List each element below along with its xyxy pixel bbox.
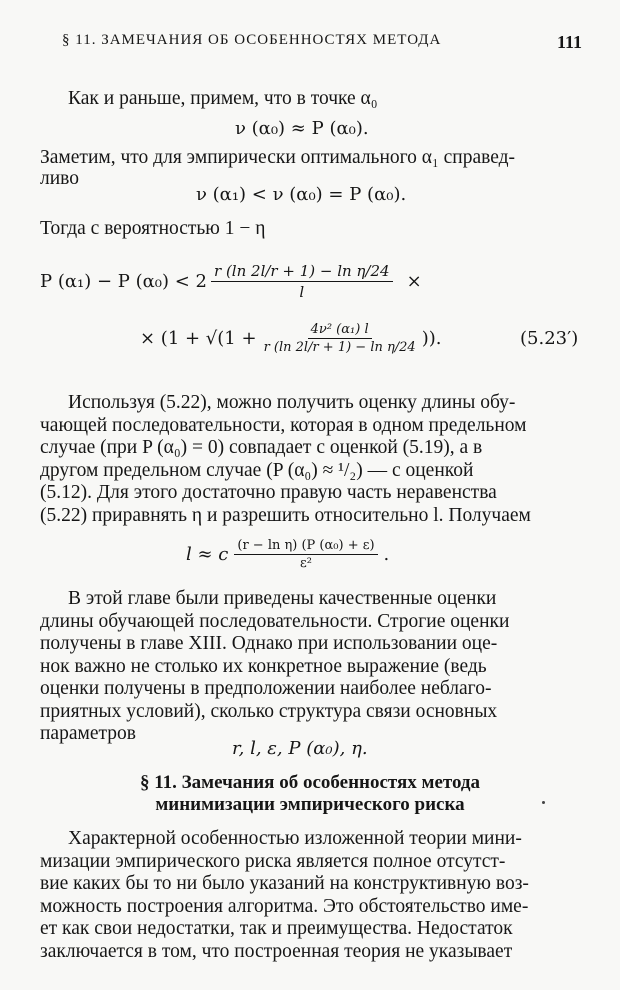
text-line: чающей последовательности, которая в одном предельном [40,414,527,436]
section-heading-line-2: минимизации эмпирического риска [155,794,465,815]
parameters-equation: r, l, ε, P (α₀), η. [232,738,368,759]
times-sign: × [406,271,422,292]
text-line: Как и раньше, примем, что в точке α₀ [68,88,378,109]
ineq-close: )). [421,328,442,349]
equation-3 [186,538,389,571]
eq3-numerator: (r − ln η) (P (α₀) + ε) [234,538,377,555]
text-line: заключается в том, что построенная теория не указывает [40,940,513,962]
text-line: ливо [40,168,79,189]
inequality-line-2 [140,322,441,355]
text-line: оценки получены в предположении наиболее неблаго- [40,678,492,699]
text-line: можность построения алгоритма. Это обстоятельство име- [40,895,529,917]
text-line: случае (при P (α₀) = 0) совпадает с оценкой (5.19), а в [40,437,483,458]
text-line [40,392,582,415]
text-line [40,147,582,170]
ineq-prefix: × (1 + √(1 + [140,328,257,349]
text-line: В этой главе были приведены качественные оценки [68,588,497,609]
text-line: вие каких бы то ни было указаний на конструктивную воз- [40,873,529,894]
text-span: Используя (5.22), можно получить оценку длины обу- [68,392,516,413]
text-line: параметров [40,723,136,744]
text-line: Характерной особенностью изложенной теории мини- [68,828,522,849]
ineq-numerator: r (ln 2l/r + 1) − ln η/24 [211,262,393,282]
text-line: ет как свои недостатки, так и преимущества. Недостаток [40,918,513,939]
eq3-lhs: l ≈ c [186,544,229,565]
paragraph-4 [40,828,582,963]
header-title: § 11. ЗАМЕЧАНИЯ ОБ ОСОБЕННОСТЯХ МЕТОДА [62,32,442,48]
equation-label: (5.23′) [520,328,579,349]
paragraph-2 [40,392,582,527]
text-line: другом предельном случае (P (α₀) ≈ ¹/₂) — с оценкой [40,459,474,481]
ineq-fraction [211,262,393,301]
eq3-end: . [383,544,390,565]
inner-fraction [261,322,419,355]
text-line: (5.12). Для этого достаточно правую часть неравенства [40,482,497,503]
equation-2: ν (α₁) < ν (α₀) = P (α₀). [196,184,407,205]
text-line: длины обучающей последовательности. Строгие оценки [40,610,510,632]
stray-dot [542,801,545,804]
inequality-line-1 [40,262,422,301]
text-line: Тогда с вероятностью 1 − η [40,218,266,239]
eq3-denominator: ε² [299,556,312,571]
equation-1: ν (α₀) ≈ P (α₀). [235,118,369,139]
text-line: нок важно не столько их конкретное выражение (ведь [40,655,487,677]
text-line: (5.22) приравнять η и разрешить относительно l. Получаем [40,504,531,526]
text-span: Заметим, что для эмпирически оптимального α₁ справед- [40,147,516,168]
ineq-denominator: l [299,283,305,301]
running-header [62,32,582,53]
paragraph-3 [40,588,582,746]
eq3-fraction [234,538,377,571]
section-heading-line-1: § 11. Замечания об особенностях метода [139,772,481,793]
ineq-lhs: P (α₁) − P (α₀) < 2 [40,271,208,292]
text-line: приятных условий), сколько структура связи основных [40,700,498,722]
inner-denominator: r (ln 2l/r + 1) − ln η/24 [263,340,416,355]
inner-numerator: 4ν² (α₁) l [308,322,372,339]
text-line: получены в главе XIII. Однако при использовании оце- [40,633,498,654]
page-number: 111 [556,32,582,52]
text-line: мизации эмпирического риска является полное отсутст- [40,850,506,872]
